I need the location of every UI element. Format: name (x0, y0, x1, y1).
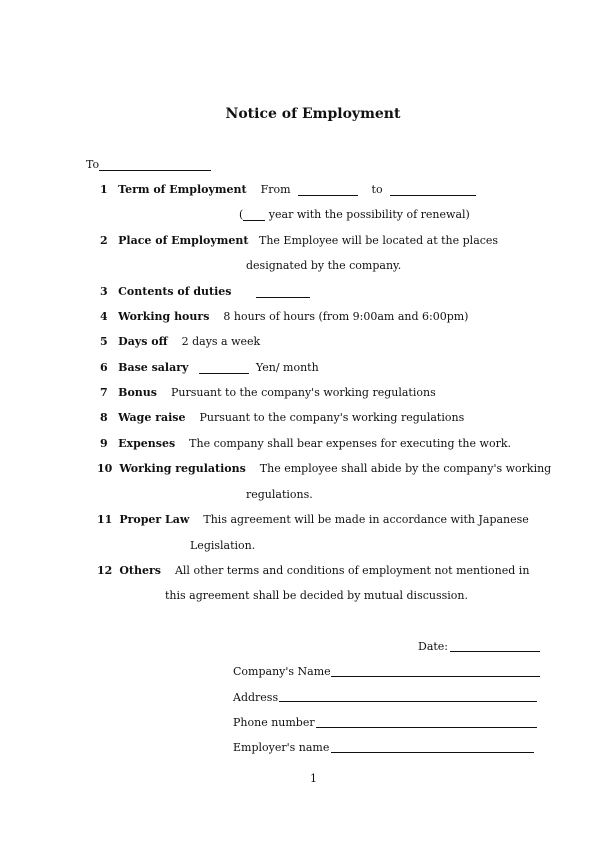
item-bonus (100, 386, 436, 399)
to-date-blank (390, 184, 476, 196)
salary-blank (199, 362, 249, 374)
to-date-label: to (371, 183, 383, 196)
item-label: Working hours (118, 310, 210, 323)
item-working-regulations (97, 462, 551, 475)
address-label: Address (233, 691, 279, 704)
item-number: 6 (100, 361, 108, 374)
item-text: 8 hours of hours (from 9:00am and 6:00pm) (223, 310, 469, 323)
item-text: Pursuant to the company's working regulations (170, 386, 436, 399)
to-field (86, 158, 211, 171)
item-number: 4 (100, 310, 108, 323)
from-blank (298, 184, 358, 196)
item-place-of-employment (100, 234, 498, 247)
item-text: Pursuant to the company's working regulations (199, 411, 465, 424)
item-number: 1 (100, 183, 108, 196)
item-term-of-employment (100, 183, 476, 196)
item-label: Base salary (118, 361, 189, 374)
item-label: Others (119, 564, 161, 577)
item-proper-law (97, 513, 529, 526)
phone-number-label: Phone number (233, 716, 315, 729)
page-number: 1 (310, 772, 317, 785)
item-number: 12 (97, 564, 113, 577)
from-label: From (260, 183, 291, 196)
item-number: 8 (100, 411, 108, 424)
to-label: To (86, 158, 100, 171)
item-label: Place of Employment (118, 234, 249, 247)
company-name-label: Company's Name (233, 665, 331, 678)
document-title: Notice of Employment (225, 106, 401, 122)
item-text: The company shall bear expenses for executing the work. (189, 437, 511, 450)
item-number: 7 (100, 386, 108, 399)
item-wage-raise (100, 411, 464, 424)
years-blank (243, 209, 265, 221)
item-label: Term of Employment (118, 183, 247, 196)
item-proper-law-line2: Legislation. (190, 539, 256, 552)
item-label: Days off (118, 335, 168, 348)
phone-number-blank (316, 727, 537, 728)
item-days-off (100, 335, 260, 348)
item-label: Bonus (118, 386, 157, 399)
item-text: This agreement will be made in accordance with Japanese (203, 513, 529, 526)
item-place-line2: designated by the company. (246, 259, 402, 272)
item-text: The employee shall abide by the company's working (259, 462, 552, 475)
item-label: Working regulations (119, 462, 246, 475)
employer-name-blank (331, 752, 534, 753)
item-expenses (100, 437, 511, 450)
date-label: Date: (418, 640, 449, 653)
item-number: 5 (100, 335, 108, 348)
item-others-line2: this agreement shall be decided by mutual discussion. (165, 589, 468, 602)
duties-blank (256, 286, 310, 298)
date-blank (450, 651, 540, 652)
item-label: Wage raise (118, 411, 186, 424)
item-number: 3 (100, 285, 108, 298)
item-number: 2 (100, 234, 108, 247)
item-number: 9 (100, 437, 108, 450)
item-base-salary (100, 361, 319, 374)
item-number: 10 (97, 462, 113, 475)
employer-name-label: Employer's name (233, 741, 330, 754)
address-blank (279, 701, 537, 702)
item-label: Expenses (118, 437, 176, 450)
paren-open: ( (239, 208, 244, 221)
item-text: 2 days a week (181, 335, 261, 348)
item-text: All other terms and conditions of employment not mentioned in (174, 564, 530, 577)
item-number: 11 (97, 513, 113, 526)
item-others (97, 564, 529, 577)
item-label: Contents of duties (118, 285, 232, 298)
term-renewal-text: year with the possibility of renewal) (265, 208, 470, 221)
item-term-line2 (239, 208, 470, 221)
item-working-hours (100, 310, 468, 323)
item-label: Proper Law (119, 513, 190, 526)
item-text: The Employee will be located at the places (259, 234, 499, 247)
item-regulations-line2: regulations. (246, 488, 313, 501)
item-text: Yen/ month (255, 361, 319, 374)
to-blank (99, 159, 211, 171)
company-name-blank (331, 676, 540, 677)
item-contents-of-duties (100, 285, 310, 298)
